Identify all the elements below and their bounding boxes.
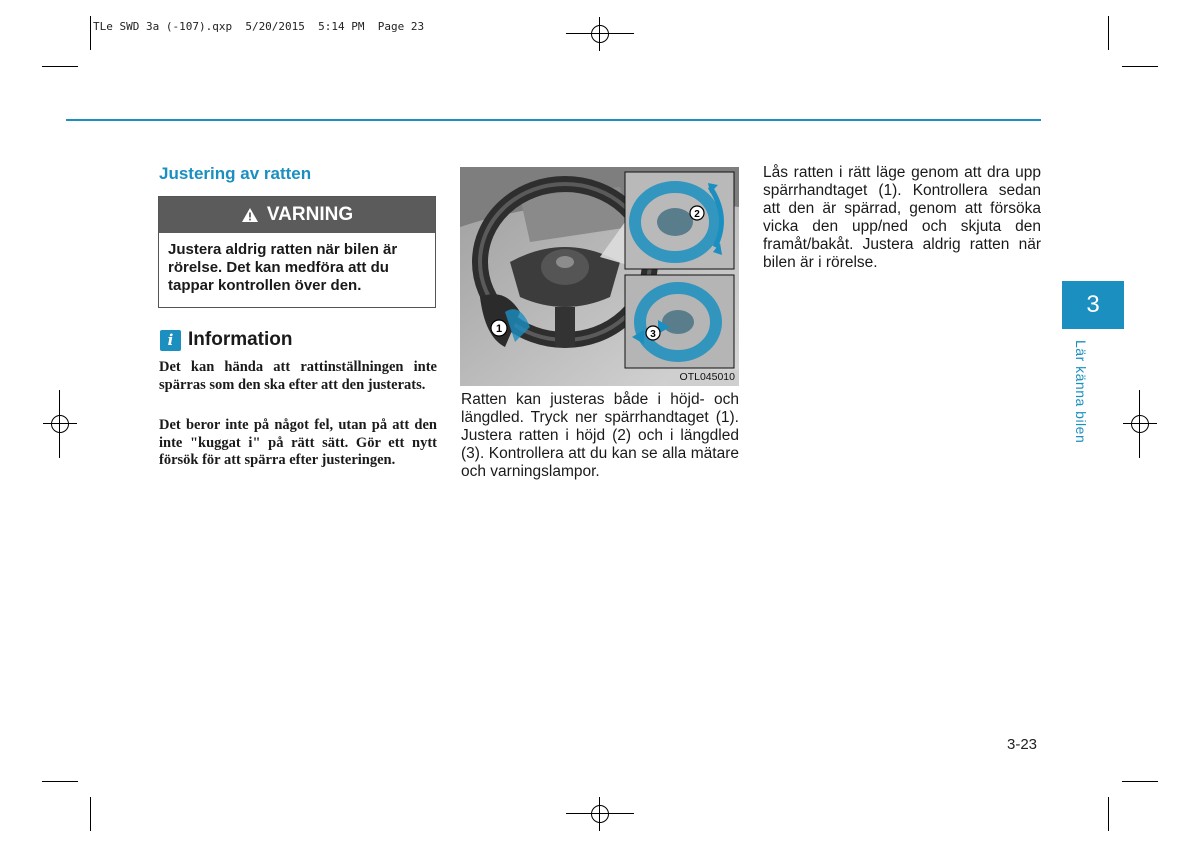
callout-1: 1 — [495, 323, 503, 335]
warning-text: Justera aldrig ratten när bilen är rörelse. Det kan medföra att du tappar kontrollen över den. — [168, 241, 398, 294]
crop-mark — [1108, 797, 1109, 831]
steering-wheel-figure — [460, 167, 739, 386]
crop-mark — [566, 33, 634, 34]
crop-mark — [90, 16, 91, 50]
information-heading — [160, 329, 293, 351]
information-title: Information — [188, 329, 293, 350]
crop-mark — [1122, 781, 1158, 782]
crop-mark — [566, 813, 634, 814]
information-paragraph: Det beror inte på något fel, utan på att den inte "kuggat i" på rätt sätt. Gör ett nytt försök för att spärra efter justeringen. — [159, 417, 437, 469]
crop-mark — [1108, 16, 1109, 50]
crop-mark — [42, 66, 78, 67]
section-title: Justering av ratten — [159, 164, 312, 183]
chapter-number: 3 — [1086, 291, 1100, 318]
print-slug: TLe SWD 3a (-107).qxp 5/20/2015 5:14 PM Page 23 — [93, 20, 425, 33]
crop-mark — [90, 797, 91, 831]
callout-3: 3 — [650, 329, 656, 340]
registration-mark-icon — [583, 17, 617, 51]
figure-caption: Ratten kan justeras både i höjd- och längdled. Tryck ner spärrhandtaget (1). Justera ratten i höjd (2) och i längdled (3). Kontrollera att du kan se alla mätare och varningslampor. — [461, 391, 739, 480]
header-rule — [66, 119, 1041, 121]
information-paragraph: Det kan hända att rattinställningen inte spärras som den ska efter att den justerats. — [159, 359, 437, 393]
chapter-label: Lär känna bilen — [1073, 340, 1089, 444]
info-icon: i — [160, 330, 181, 351]
registration-mark-icon — [1123, 407, 1157, 441]
crop-mark — [42, 781, 78, 782]
crop-mark — [59, 390, 60, 458]
page-number: 3-23 — [1007, 736, 1038, 753]
warning-header — [159, 197, 435, 233]
body-paragraph: Lås ratten i rätt läge genom att dra upp spärrhandtaget (1). Kontrollera sedan att den är spärrad, genom att försöka vicka den upp/ned och skjuta den framåt/bakåt. Justera aldrig ratten när bilen är i rörelse. — [763, 164, 1041, 271]
registration-mark-icon — [583, 797, 617, 831]
steering-wheel-illustration — [460, 167, 739, 386]
warning-label: VARNING — [266, 204, 354, 225]
figure-code: OTL045010 — [679, 371, 735, 383]
crop-mark — [1139, 390, 1140, 458]
callout-2: 2 — [694, 209, 700, 220]
warning-box — [158, 196, 436, 308]
crop-mark — [1122, 66, 1158, 67]
chapter-tab — [1062, 281, 1124, 329]
registration-mark-icon — [43, 407, 77, 441]
warning-triangle-icon — [241, 207, 259, 223]
